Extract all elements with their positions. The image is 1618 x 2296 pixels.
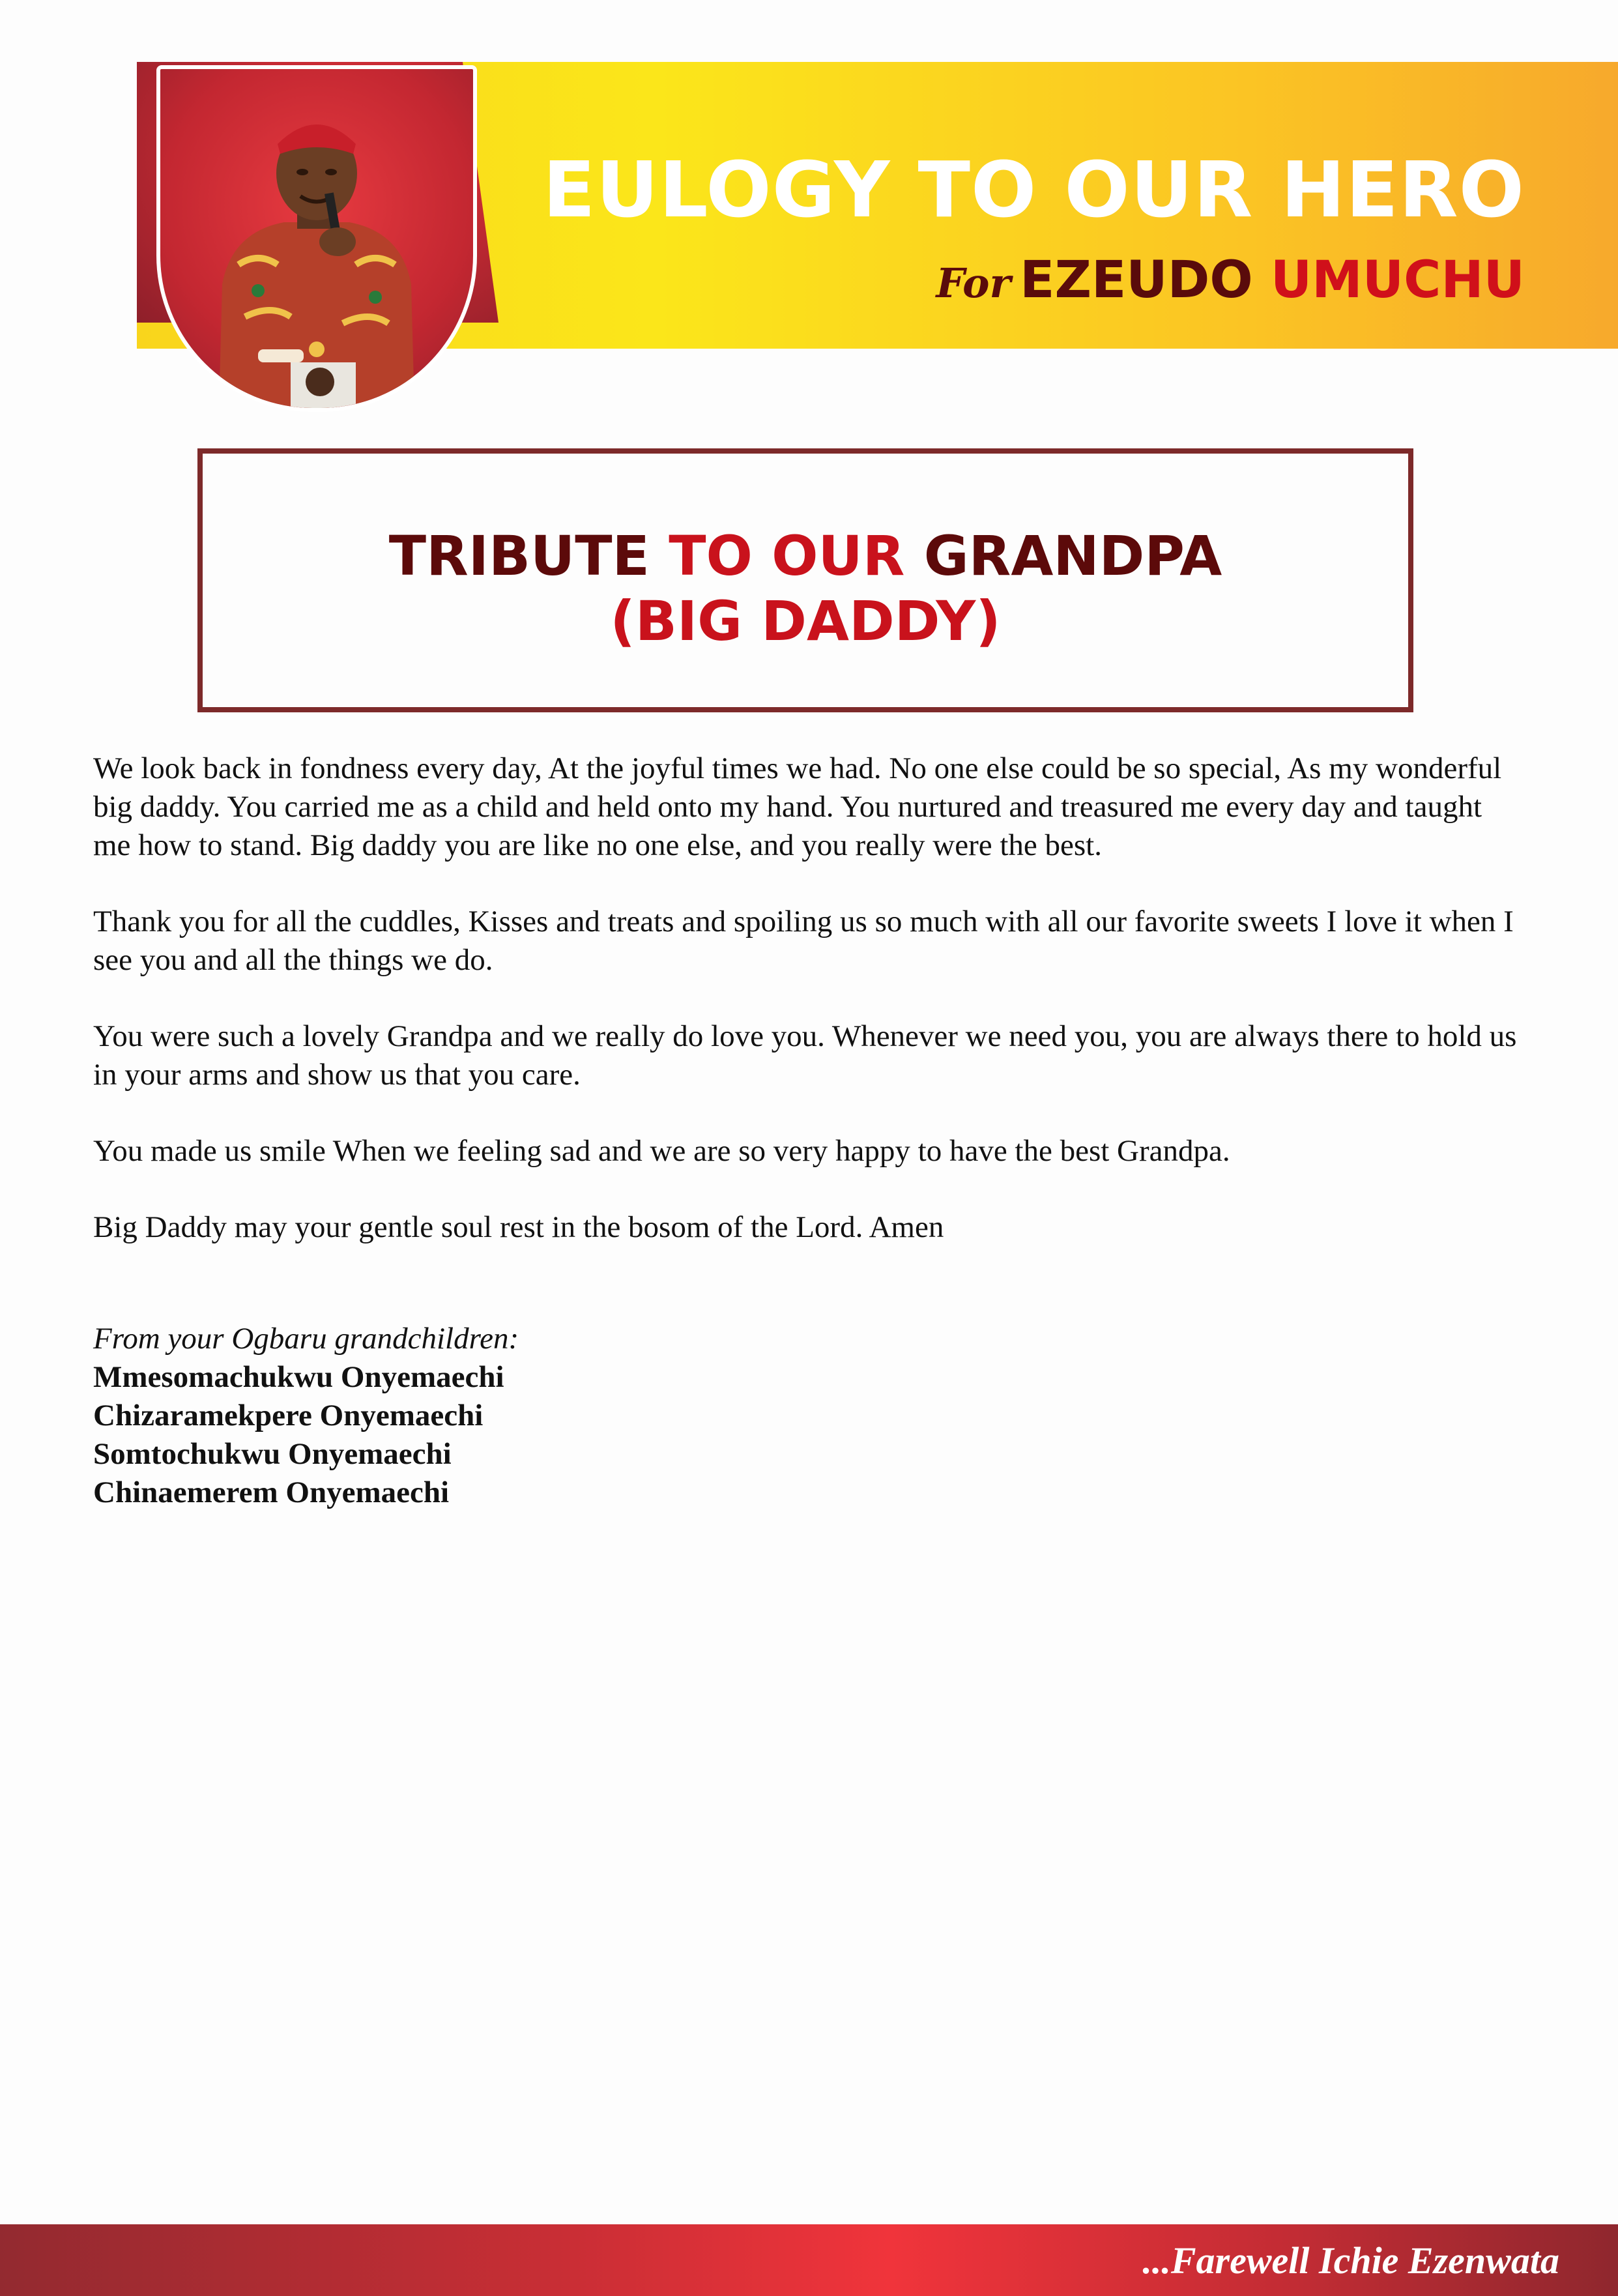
title-words-to-our: TO OUR [669,524,905,588]
honoree-name-part2: UMUCHU [1270,251,1525,310]
footer-bar [0,2224,1618,2296]
tribute-paragraph: You were such a lovely Grandpa and we really do love you. Whenever we need you, you are always there to hold us in your arms and show us that you care. [93,1019,1517,1092]
tribute-body [93,749,1527,1285]
banner-subtitle [847,251,1525,310]
banner-title: EULOGY TO OUR HERO [542,145,1525,235]
signoff-name: Chinaemerem Onyemaechi [93,1475,450,1509]
title-word-grandpa: GRANDPA [923,524,1222,588]
portrait-photo-icon [156,65,477,412]
banner-honoree-name [1020,251,1525,310]
tribute-paragraph: We look back in fondness every day, At the joyful times we had. No one else could be so special, As my wonderful big daddy. You carried me as a child and held onto my hand. You nurtured and treasured me every day and taught me how to stand. Big daddy you are like no one else, and you really were the best. [93,751,1502,862]
banner-for-label: For [936,259,1011,307]
signoff-intro: From your Ogbaru grandchildren: [93,1322,519,1356]
tribute-paragraph: Thank you for all the cuddles, Kisses and treats and spoiling us so much with all our favorite sweets I love it when I see you and all the things we do. [93,905,1514,977]
signoff [93,1320,1071,1512]
signoff-name: Somtochukwu Onyemaechi [93,1437,452,1471]
tribute-title-line1 [203,524,1408,588]
tribute-title-line2: (BIG DADDY) [610,589,1001,653]
portrait-figure-icon [160,69,473,408]
footer-farewell-text: ...Farewell Ichie Ezenwata [1142,2239,1559,2282]
tribute-paragraph: Big Daddy may your gentle soul rest in the bosom of the Lord. Amen [93,1210,944,1244]
tribute-paragraph: You made us smile When we feeling sad and we are so very happy to have the best Grandpa. [93,1134,1230,1168]
signoff-name: Chizaramekpere Onyemaechi [93,1399,484,1432]
honoree-name-part1: EZEUDO [1020,251,1253,310]
title-word-tribute: TRIBUTE [388,524,650,588]
signoff-name: Mmesomachukwu Onyemaechi [93,1360,504,1394]
tribute-title-box [197,448,1413,712]
